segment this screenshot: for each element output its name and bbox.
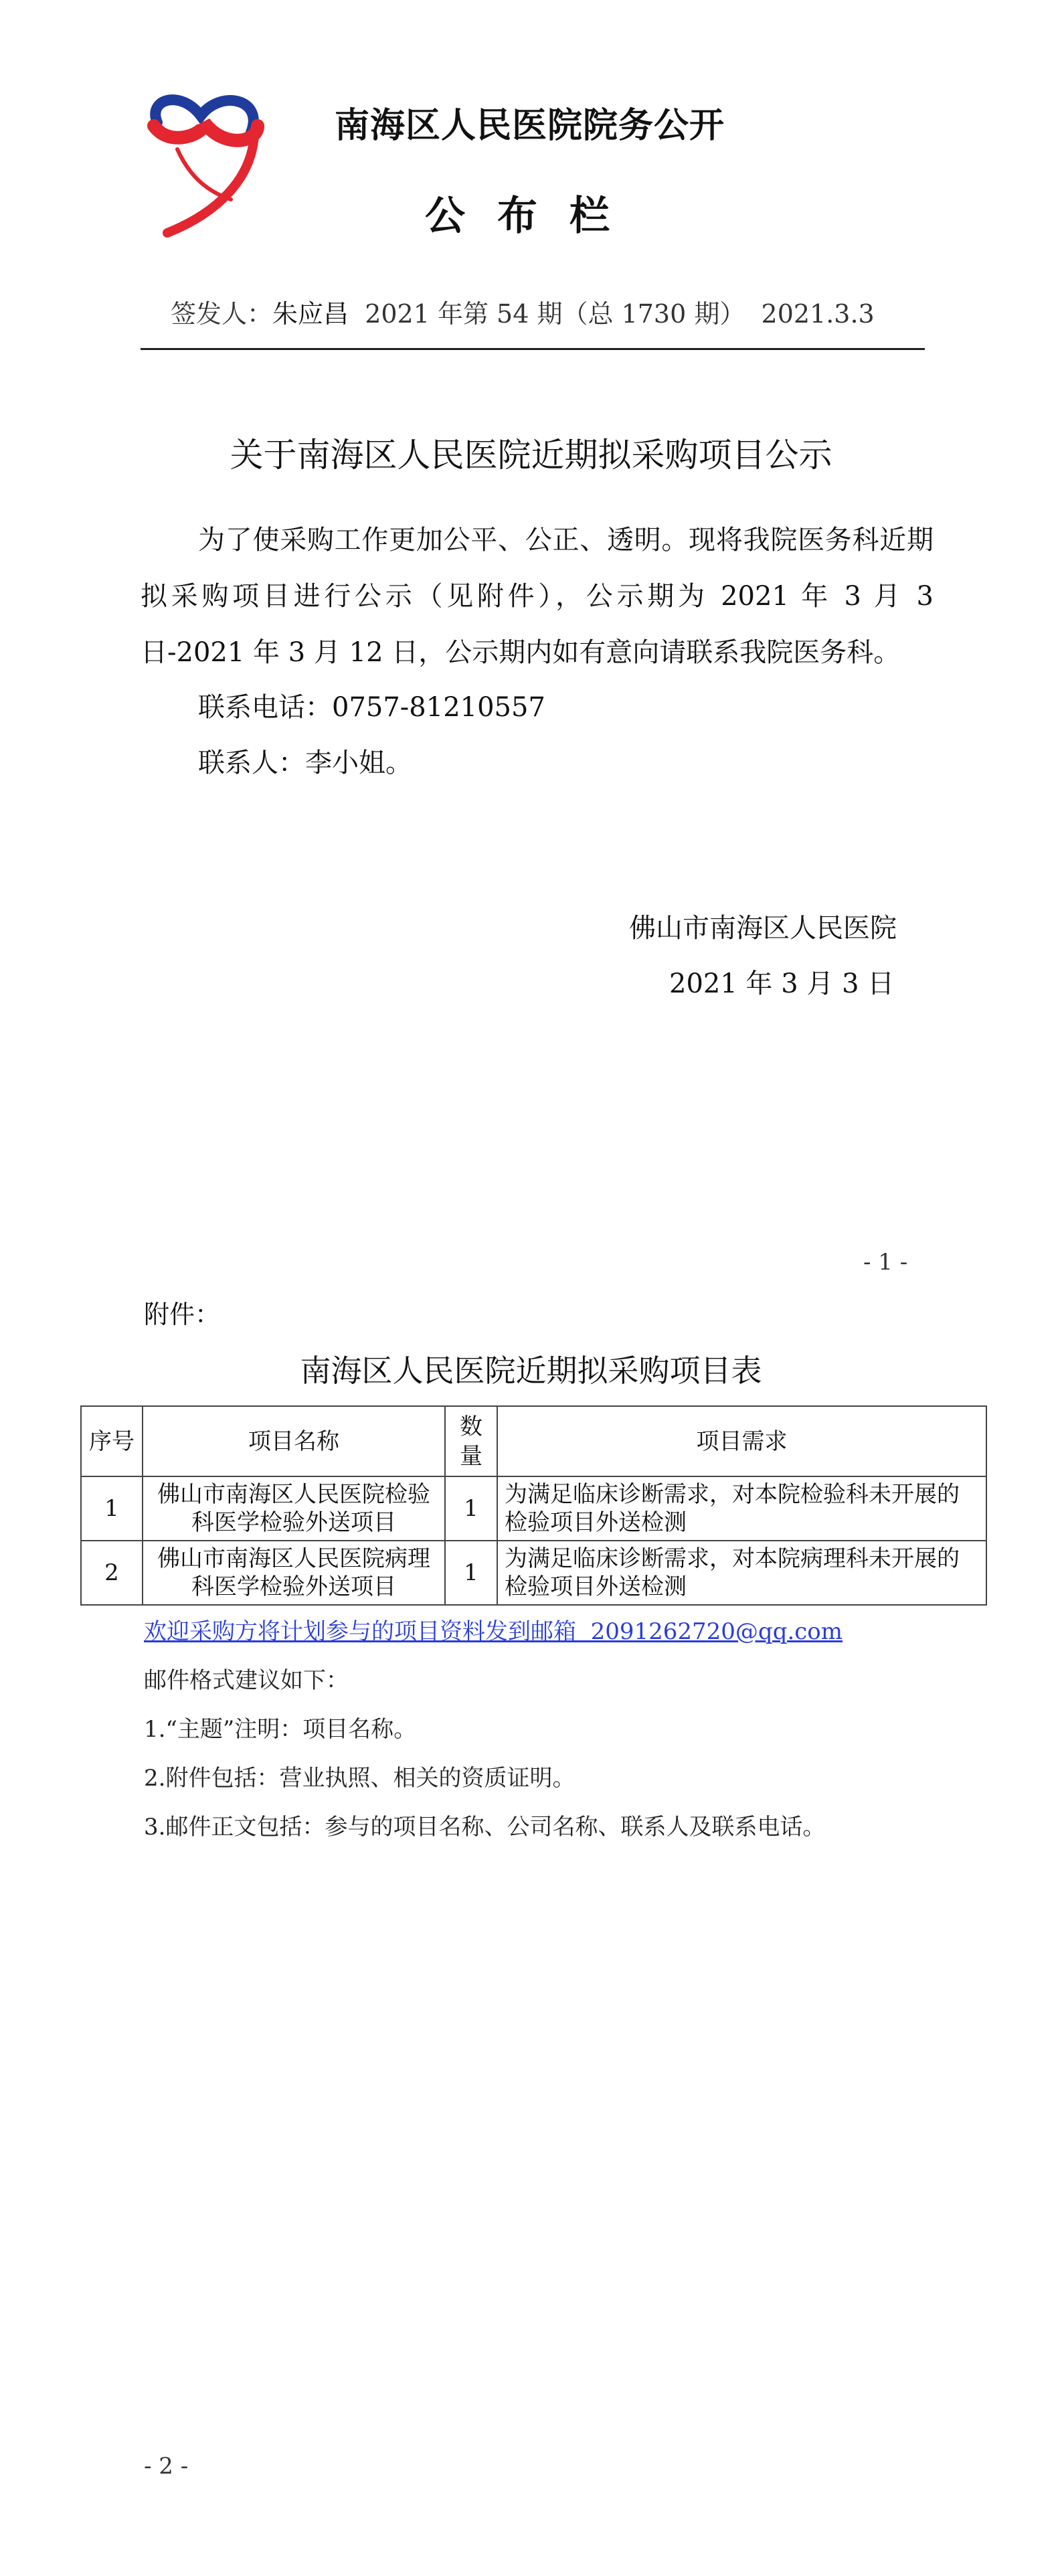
email-link[interactable]: 欢迎采购方将计划参与的项目资料发到邮箱 2091262720@qq.com (144, 1618, 843, 1645)
signature-org: 佛山市南海区人民医院 (629, 913, 897, 944)
signature-date: 2021 年 3 月 3 日 (669, 968, 895, 999)
issue-info: 2021 年第 54 期（总 1730 期） 2021.3.3 (349, 299, 875, 329)
table-row (81, 1476, 986, 1541)
signer-name: 朱应昌 (272, 299, 349, 329)
hospital-logo-icon (144, 86, 271, 240)
row-req: 为满足临床诊断需求，对本院检验科未开展的检验项目外送检测 (497, 1476, 986, 1541)
row-qty: 1 (445, 1476, 497, 1541)
page-number-2: - 2 - (144, 2453, 189, 2480)
contact-person: 联系人：李小姐。 (198, 748, 412, 778)
issue-line (171, 293, 875, 330)
project-table (80, 1405, 987, 1606)
header-name: 项目名称 (143, 1406, 445, 1476)
org-title: 南海区人民医院院务公开 (335, 106, 725, 146)
table-row (81, 1541, 986, 1605)
row-req: 为满足临床诊断需求，对本院病理科未开展的检验项目外送检测 (497, 1541, 986, 1605)
header-req: 项目需求 (497, 1406, 986, 1476)
header-qty: 数量 (445, 1406, 497, 1476)
header-divider (141, 348, 925, 350)
signer-label: 签发人： (171, 299, 273, 329)
email-format-item: 3.邮件正文包括：参与的项目名称、公司名称、联系人及联系电话。 (144, 1814, 826, 1840)
row-name: 佛山市南海区人民医院病理科医学检验外送项目 (143, 1541, 445, 1605)
header-seq: 序号 (81, 1406, 143, 1476)
table-title: 南海区人民医院近期拟采购项目表 (300, 1353, 762, 1389)
email-format-item: 1.“主题”注明：项目名称。 (144, 1716, 417, 1743)
page-number-1: - 1 - (863, 1249, 908, 1276)
notice-title: 关于南海区人民医院近期拟采购项目公示 (230, 436, 832, 475)
table-header-row (81, 1406, 986, 1476)
row-seq: 2 (81, 1541, 143, 1605)
row-seq: 1 (81, 1476, 143, 1541)
row-qty: 1 (445, 1541, 497, 1605)
email-format-note: 邮件格式建议如下： (144, 1667, 349, 1694)
board-title: 公布栏 (425, 193, 642, 240)
attachment-label: 附件： (144, 1300, 221, 1329)
contact-phone: 联系电话：0757-81210557 (198, 692, 545, 723)
notice-body: 为了使采购工作更加公平、公正、透明。现将我院医务科近期拟采购项目进行公示（见附件），公示期为 2021 年 3 月 3 日-2021 年 3 月 12 日，公示期内如有意向请联系我院医务科。 (141, 525, 934, 668)
row-name: 佛山市南海区人民医院检验科医学检验外送项目 (143, 1476, 445, 1541)
email-format-item: 2.附件包括：营业执照、相关的资质证明。 (144, 1765, 576, 1792)
